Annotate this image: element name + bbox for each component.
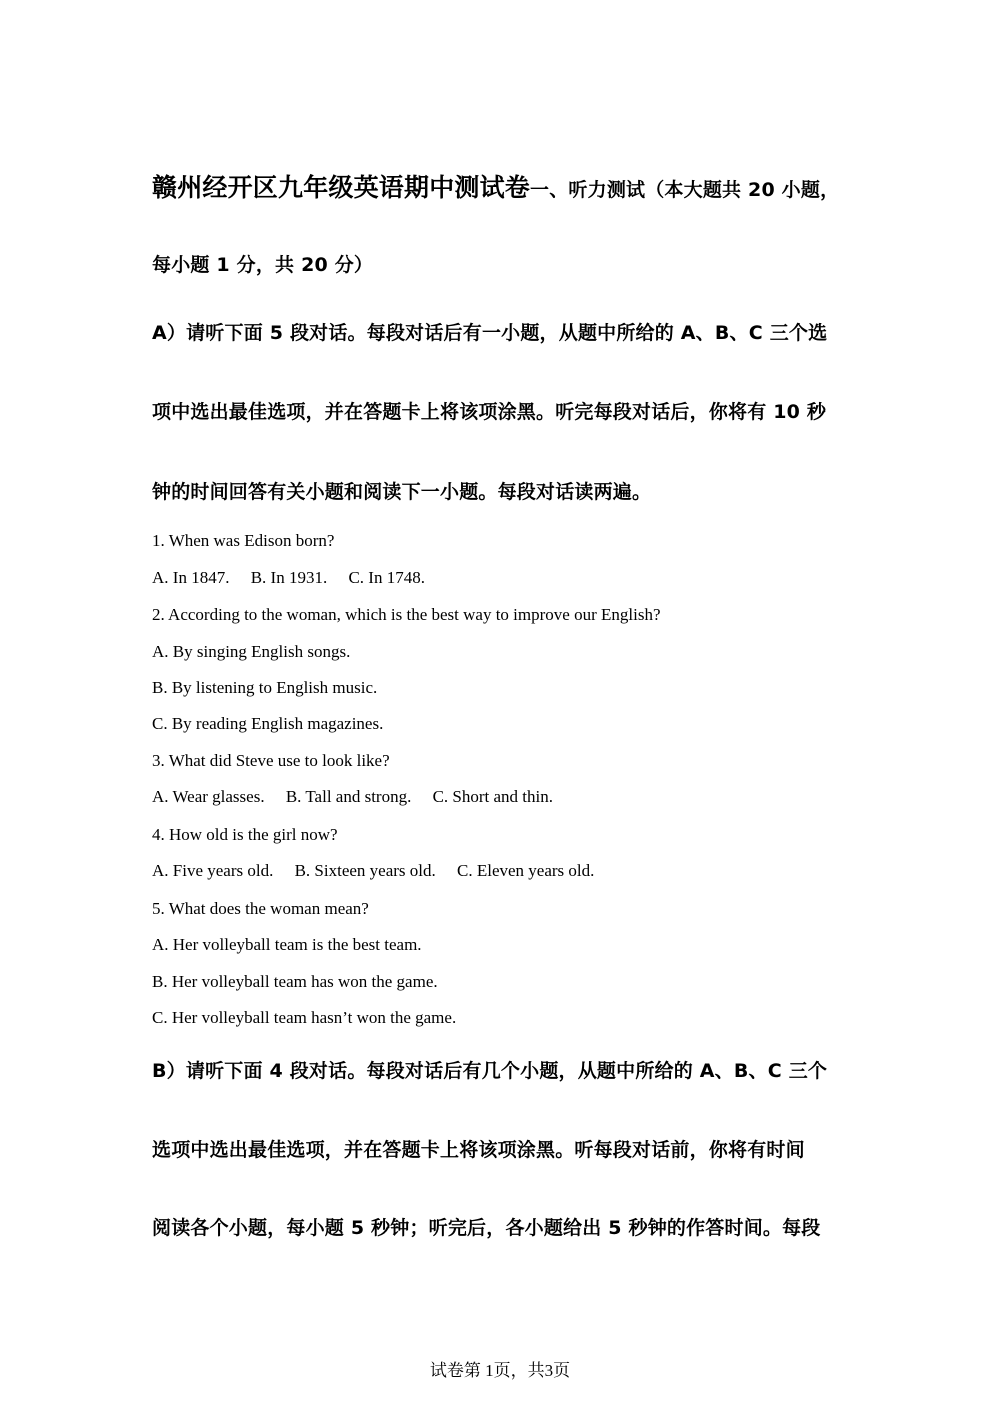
question-2-option-b: B. By listening to English music. xyxy=(152,678,378,697)
page-footer: 试卷第 1页，共3页 xyxy=(429,1361,571,1380)
part-a-instruction-line-3: 钟的时间回答有关小题和阅读下一小题。每段对话读两遍。 xyxy=(152,481,652,503)
part-b-instruction-line-3: 阅读各个小题，每小题 5 秒钟；听完后，各小题给出 5 秒钟的作答时间。每段 xyxy=(152,1217,821,1239)
question-2-option-a: A. By singing English songs. xyxy=(152,642,351,661)
exam-title: 赣州经开区九年级英语期中测试卷 xyxy=(152,173,531,202)
question-1: 1. When was Edison born? xyxy=(152,531,335,550)
question-1-options: A. In 1847. B. In 1931. C. In 1748. xyxy=(152,568,425,587)
question-5-option-b: B. Her volleyball team has won the game. xyxy=(152,972,438,991)
part-b-instruction-line-2: 选项中选出最佳选项，并在答题卡上将该项涂黑。听每段对话前，你将有时间 xyxy=(152,1139,805,1161)
part-a-instruction-line-2: 项中选出最佳选项，并在答题卡上将该项涂黑。听完每段对话后，你将有 10 秒 xyxy=(152,401,827,423)
section-one-heading-cont: 每小题 1 分，共 20 分） xyxy=(152,254,374,276)
question-5: 5. What does the woman mean? xyxy=(152,899,369,918)
part-b-instruction-line-1: B）请听下面 4 段对话。每段对话后有几个小题，从题中所给的 A、B、C 三个 xyxy=(152,1060,828,1082)
section-one-heading: 一、听力测试（本大题共 20 小题， xyxy=(530,179,840,201)
question-4: 4. How old is the girl now? xyxy=(152,825,338,844)
question-2: 2. According to the woman, which is the best way to improve our English? xyxy=(152,605,661,624)
question-5-option-a: A. Her volleyball team is the best team. xyxy=(152,935,422,954)
title-line xyxy=(152,168,839,204)
question-3-options: A. Wear glasses. B. Tall and strong. C. Short and thin. xyxy=(152,787,554,806)
question-2-option-c: C. By reading English magazines. xyxy=(152,714,384,733)
question-5-option-c: C. Her volleyball team hasn’t won the game. xyxy=(152,1008,457,1027)
question-3: 3. What did Steve use to look like? xyxy=(152,751,390,770)
part-a-instruction-line-1: A）请听下面 5 段对话。每段对话后有一小题，从题中所给的 A、B、C 三个选 xyxy=(152,322,828,344)
question-4-options: A. Five years old. B. Sixteen years old. C. Eleven years old. xyxy=(152,861,595,880)
